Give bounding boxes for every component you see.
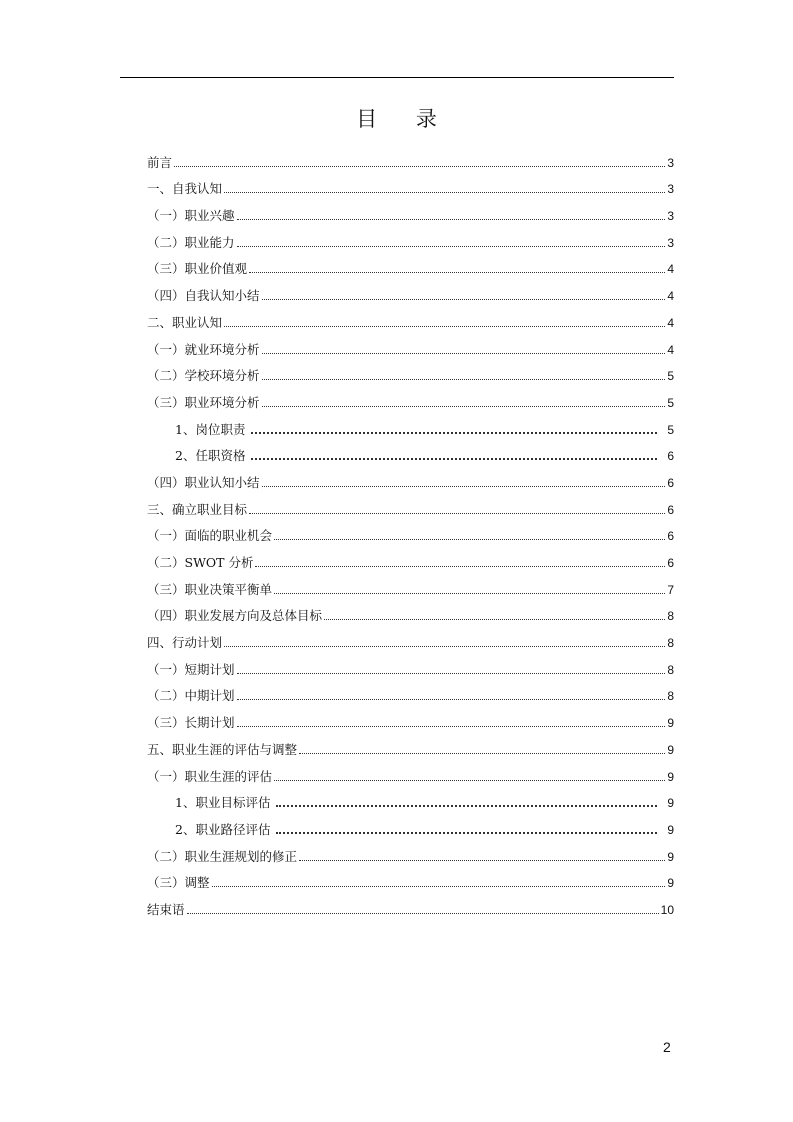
toc-entry-label: 一、自我认知 <box>147 181 223 197</box>
toc-entry[interactable] <box>147 303 674 330</box>
toc-dot-leader <box>224 326 665 327</box>
toc-entry-label: （四）职业发展方向及总体目标 <box>147 608 323 624</box>
toc-entry-label: 结束语 <box>147 901 185 917</box>
toc-dot-leader <box>237 726 666 727</box>
toc-entry-page-number: 8 <box>667 662 674 677</box>
toc-entry[interactable] <box>147 490 674 517</box>
toc-entry-label: （二）职业能力 <box>147 234 235 250</box>
page-number: 2 <box>663 1039 671 1055</box>
toc-entry-page-number: 9 <box>667 849 674 864</box>
toc-entry-page-number: 8 <box>667 689 674 704</box>
toc-entry[interactable] <box>147 703 674 730</box>
toc-entry-label: 前言 <box>147 154 173 170</box>
toc-dot-leader <box>299 860 665 861</box>
toc-entry-label: 三、确立职业目标 <box>147 501 248 517</box>
toc-entry-label: （四）职业认知小结 <box>147 474 260 490</box>
toc-entry-label: （三）职业决策平衡单 <box>147 581 273 597</box>
toc-entry-page-number: 4 <box>667 262 674 277</box>
toc-entry-page-number: 4 <box>667 315 674 330</box>
toc-entry[interactable] <box>147 143 674 170</box>
toc-entry-page-number: 6 <box>667 556 674 570</box>
toc-entry-label: （二）学校环境分析 <box>147 368 260 384</box>
toc-entry[interactable] <box>147 864 674 891</box>
toc-dot-leader <box>249 513 665 514</box>
toc-entry[interactable] <box>147 330 674 357</box>
toc-entry[interactable] <box>147 543 674 570</box>
toc-entry-page-number: 5 <box>667 369 674 384</box>
toc-entry-page-number: 6 <box>667 529 674 544</box>
toc-entry[interactable] <box>147 570 674 597</box>
toc-dot-leader <box>251 458 657 460</box>
toc-dot-leader <box>276 805 657 807</box>
toc-entry[interactable] <box>147 437 674 464</box>
toc-dot-leader <box>237 673 666 674</box>
toc-entry-label: （一）短期计划 <box>147 661 235 677</box>
toc-entry[interactable] <box>147 410 674 437</box>
toc-dot-leader <box>212 886 666 887</box>
toc-entry-label: 四、行动计划 <box>147 635 223 651</box>
toc-entry[interactable] <box>147 784 674 811</box>
toc-entry-page-number: 3 <box>667 235 674 250</box>
toc-dot-leader <box>237 219 666 220</box>
toc-entry-label: 五、职业生涯的评估与调整 <box>147 741 298 757</box>
toc-entry-page-number: 3 <box>667 209 674 224</box>
toc-entry[interactable] <box>147 170 674 197</box>
table-of-contents <box>147 143 674 917</box>
toc-dot-leader <box>274 539 665 540</box>
toc-entry-page-number: 6 <box>667 449 674 464</box>
toc-dot-leader <box>174 166 665 167</box>
toc-entry-label: 二、职业认知 <box>147 314 223 330</box>
toc-entry-page-number: 8 <box>667 636 674 651</box>
toc-entry[interactable] <box>147 650 674 677</box>
toc-entry-page-number: 9 <box>667 742 674 757</box>
toc-entry[interactable] <box>147 196 674 223</box>
toc-entry[interactable] <box>147 677 674 704</box>
toc-entry[interactable] <box>147 757 674 784</box>
toc-entry-page-number: 4 <box>667 289 674 304</box>
toc-entry-label: （三）长期计划 <box>147 715 235 731</box>
toc-entry-page-number: 6 <box>667 502 674 517</box>
toc-dot-leader <box>255 566 665 567</box>
toc-dot-leader <box>262 379 666 380</box>
toc-entry[interactable] <box>147 383 674 410</box>
toc-entry-label: （三）职业环境分析 <box>147 394 260 410</box>
toc-entry[interactable] <box>147 223 674 250</box>
toc-entry-label: 1、岗位职责 <box>175 421 246 437</box>
toc-dot-leader <box>262 353 666 354</box>
toc-entry[interactable] <box>147 276 674 303</box>
toc-entry-page-number: 3 <box>667 182 674 197</box>
toc-entry-page-number: 8 <box>667 609 674 624</box>
toc-entry-label: （一）职业生涯的评估 <box>147 768 273 784</box>
toc-dot-leader <box>237 699 666 700</box>
toc-dot-leader <box>299 753 665 754</box>
toc-dot-leader <box>324 619 665 620</box>
toc-entry-page-number: 9 <box>667 716 674 731</box>
toc-entry-page-number: 9 <box>667 876 674 891</box>
toc-dot-leader <box>251 432 657 434</box>
toc-dot-leader <box>262 299 666 300</box>
toc-entry-page-number: 6 <box>667 475 674 490</box>
toc-entry-page-number: 7 <box>667 582 674 597</box>
toc-entry[interactable] <box>147 623 674 650</box>
toc-entry-label: （一）面临的职业机会 <box>147 528 273 544</box>
toc-entry[interactable] <box>147 357 674 384</box>
toc-entry[interactable] <box>147 730 674 757</box>
toc-dot-leader <box>262 486 666 487</box>
toc-entry-page-number: 9 <box>667 769 674 784</box>
toc-entry-label: 1、职业目标评估 <box>175 795 271 811</box>
toc-dot-leader <box>274 780 665 781</box>
toc-entry[interactable] <box>147 837 674 864</box>
toc-entry-label: 2、职业路径评估 <box>175 821 271 837</box>
toc-entry-label: （三）职业价值观 <box>147 261 248 277</box>
toc-entry-label: （一）职业兴趣 <box>147 208 235 224</box>
toc-dot-leader <box>274 593 665 594</box>
toc-entry-label: （三）调整 <box>147 875 210 891</box>
toc-entry-page-number: 9 <box>667 796 674 811</box>
toc-dot-leader <box>249 272 665 273</box>
toc-entry[interactable] <box>147 597 674 624</box>
toc-dot-leader <box>224 192 665 193</box>
toc-entry-page-number: 3 <box>667 155 674 170</box>
toc-entry-label: （二）职业生涯规划的修正 <box>147 848 298 864</box>
toc-entry-page-number: 5 <box>667 395 674 410</box>
toc-dot-leader <box>237 246 666 247</box>
toc-entry-label: （四）自我认知小结 <box>147 288 260 304</box>
toc-entry-page-number: 9 <box>667 822 674 837</box>
toc-dot-leader <box>224 646 665 647</box>
toc-entry[interactable] <box>147 517 674 544</box>
toc-entry[interactable] <box>147 463 674 490</box>
toc-entry-page-number: 4 <box>667 342 674 357</box>
toc-dot-leader <box>276 832 657 834</box>
toc-entry-page-number: 5 <box>667 422 674 437</box>
toc-entry-label: （一）就业环境分析 <box>147 341 260 357</box>
toc-entry[interactable] <box>147 810 674 837</box>
toc-entry-page-number: 10 <box>660 902 674 917</box>
toc-entry[interactable] <box>147 250 674 277</box>
page-title: 目 录 <box>356 107 453 131</box>
toc-entry-label: 2、任职资格 <box>175 448 246 464</box>
toc-entry-label: （二）SWOT 分析 <box>147 555 254 570</box>
toc-entry-label: （二）中期计划 <box>147 688 235 704</box>
header-rule <box>120 77 674 78</box>
toc-dot-leader <box>187 913 659 914</box>
toc-entry[interactable] <box>147 890 674 917</box>
toc-dot-leader <box>262 406 666 407</box>
